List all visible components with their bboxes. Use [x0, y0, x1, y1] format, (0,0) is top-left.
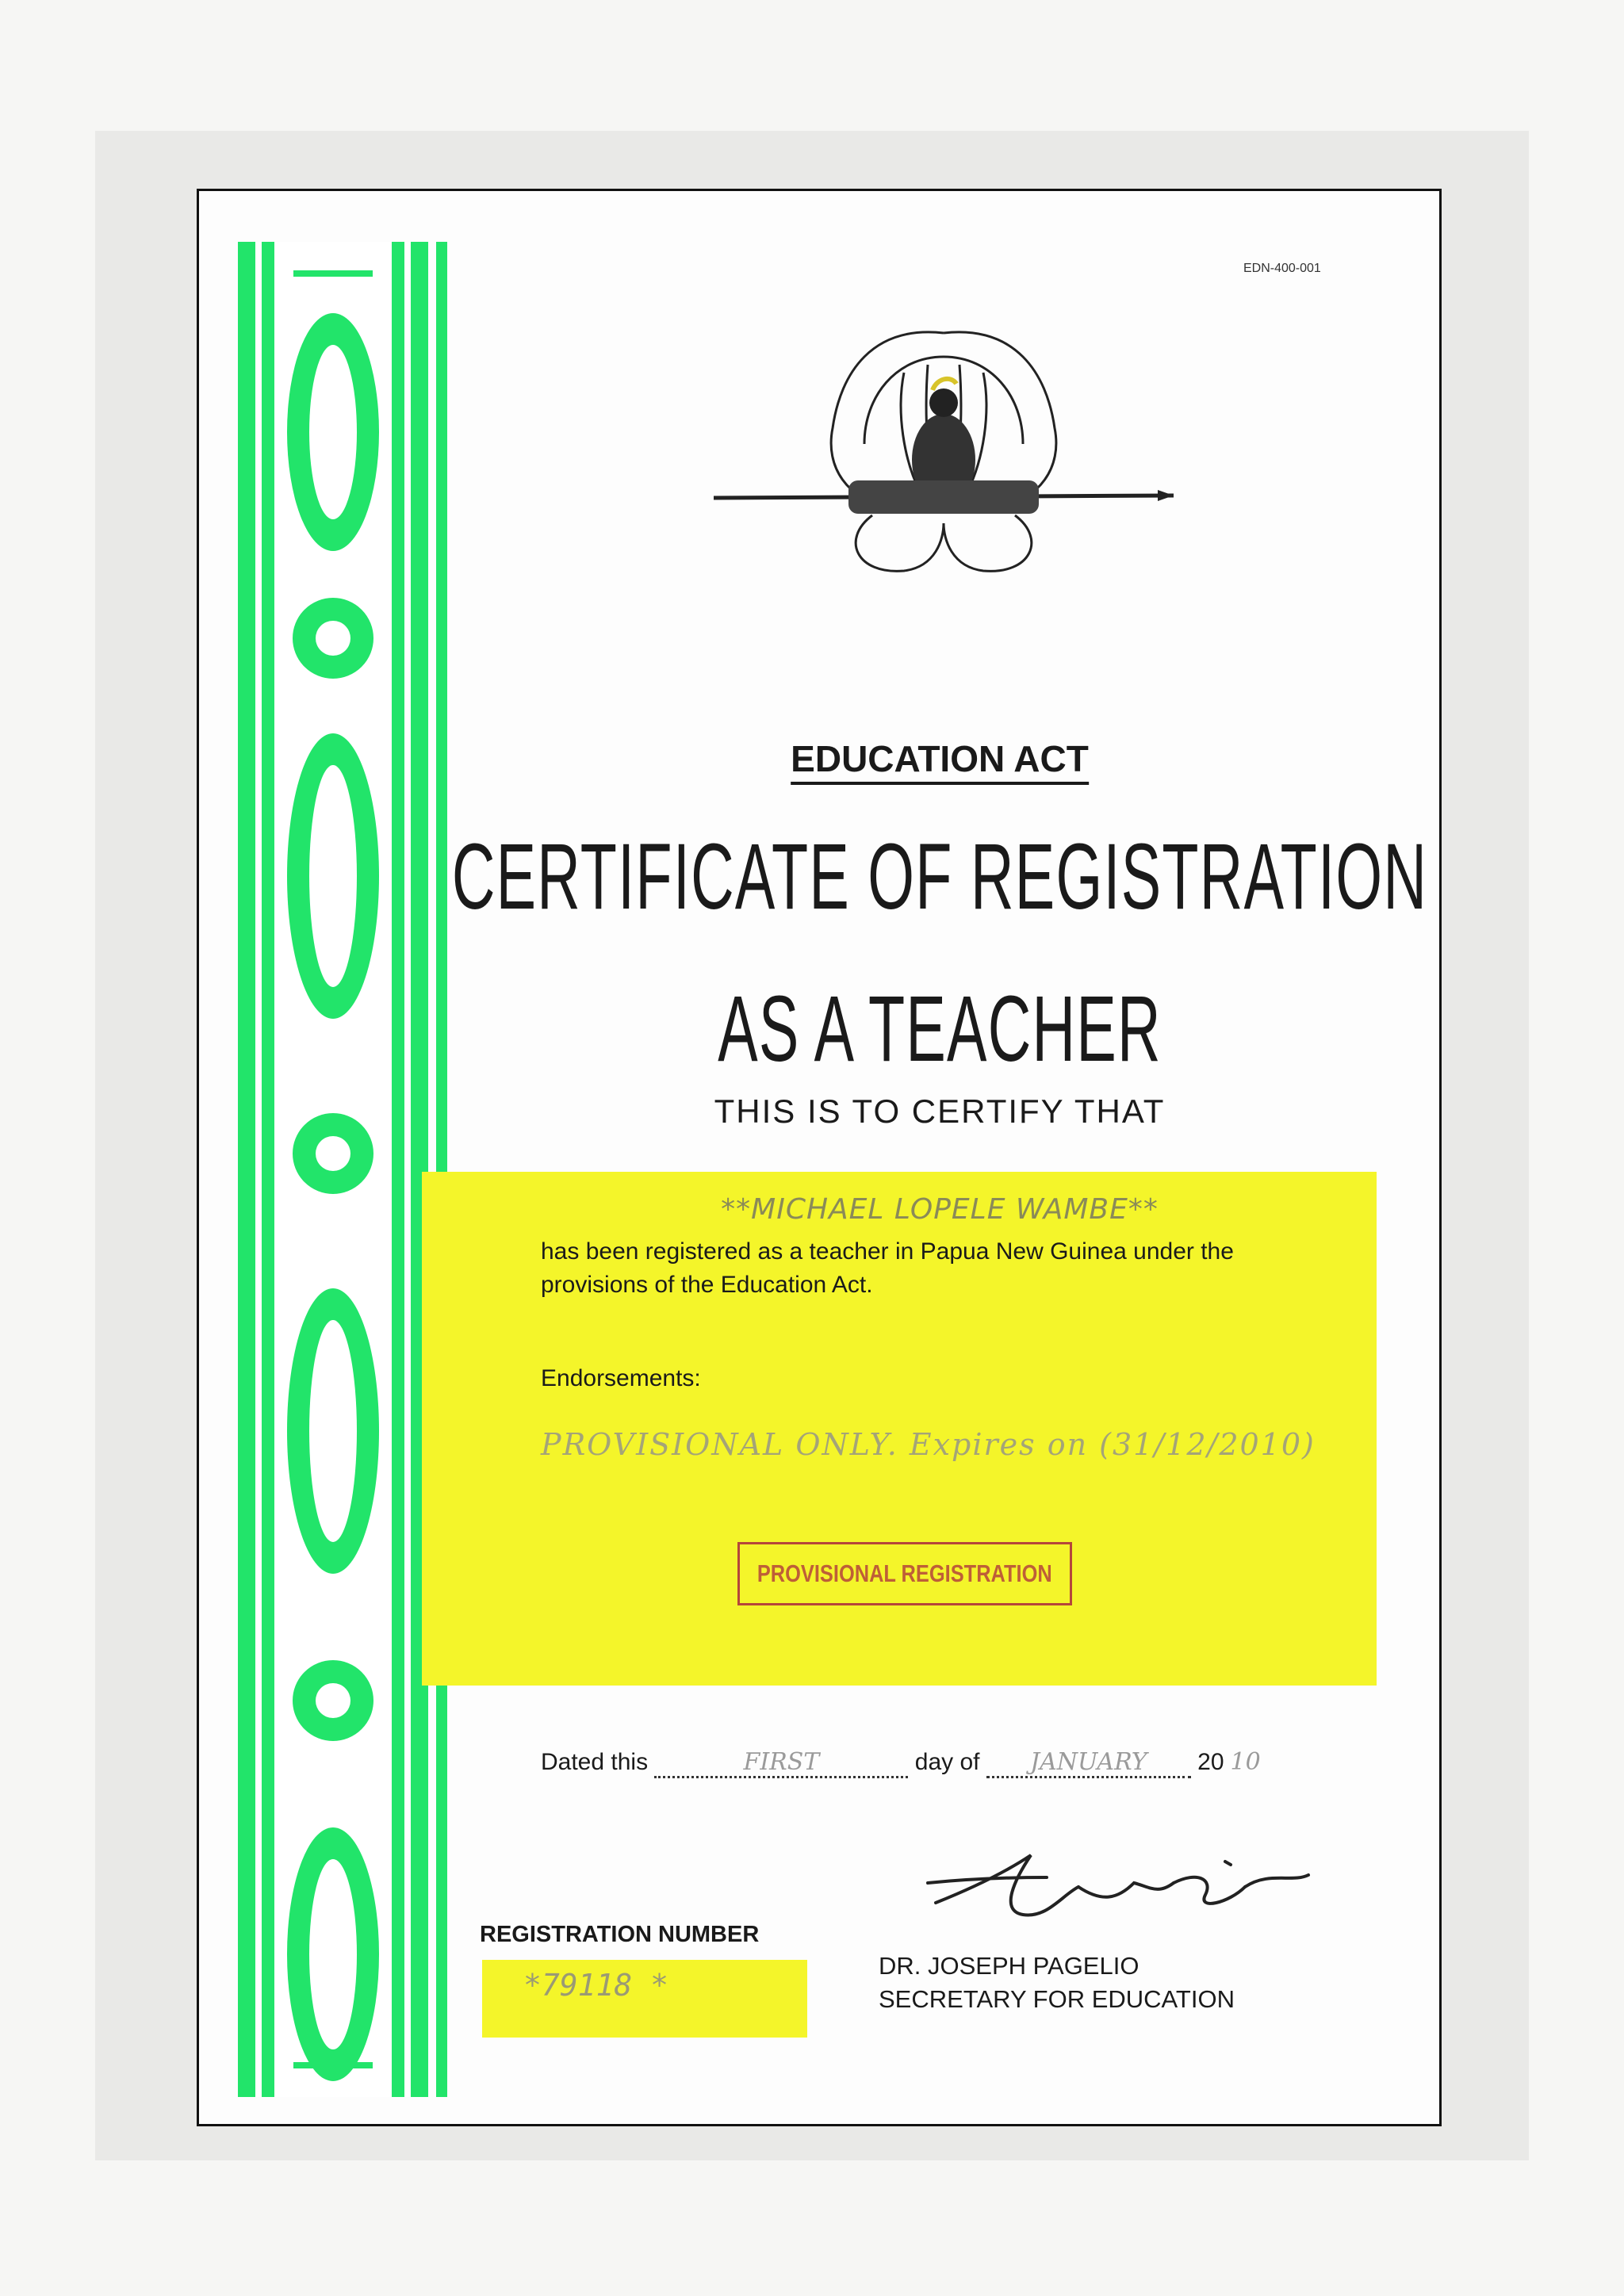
- signatory-name: DR. JOSEPH PAGELIO: [879, 1952, 1139, 1980]
- certificate-title-line-2: AS A TEACHER: [718, 977, 1162, 1081]
- tribal-border-pattern: [238, 242, 468, 2097]
- registration-statement: has been registered as a teacher in Papua New Guinea under the provisions of the Education Act.: [541, 1238, 1234, 1298]
- registration-number: *79118 *: [523, 1968, 669, 2003]
- endorsements-label: Endorsements:: [541, 1365, 701, 1391]
- bird-of-paradise-emblem-icon: [714, 301, 1174, 595]
- dated-line: [541, 1748, 1261, 1778]
- endorsements-value: PROVISIONAL ONLY. Expires on (31/12/2010): [541, 1427, 1316, 1462]
- provisional-registration-stamp: [737, 1542, 1072, 1605]
- dated-year-suffix: 10: [1230, 1748, 1261, 1776]
- certificate-title-line-1: CERTIFICATE OF REGISTRATION: [451, 825, 1428, 929]
- dated-month: JANUARY: [986, 1748, 1191, 1778]
- dated-middle: day of: [908, 1749, 986, 1775]
- dated-prefix: Dated this: [541, 1749, 655, 1775]
- stamp-text: PROVISIONAL REGISTRATION: [757, 1559, 1052, 1587]
- holder-name: **MICHAEL LOPELE WAMBE**: [721, 1193, 1159, 1226]
- dated-year-prefix: 20: [1190, 1749, 1224, 1775]
- registration-number-label: REGISTRATION NUMBER: [480, 1922, 760, 1947]
- act-title: EDUCATION ACT: [791, 737, 1089, 785]
- certify-line: THIS IS TO CERTIFY THAT: [714, 1093, 1166, 1130]
- dated-day: FIRST: [654, 1748, 908, 1778]
- signature: [912, 1839, 1324, 1927]
- signatory-title: SECRETARY FOR EDUCATION: [879, 1985, 1235, 2013]
- form-code: EDN-400-001: [1243, 262, 1321, 275]
